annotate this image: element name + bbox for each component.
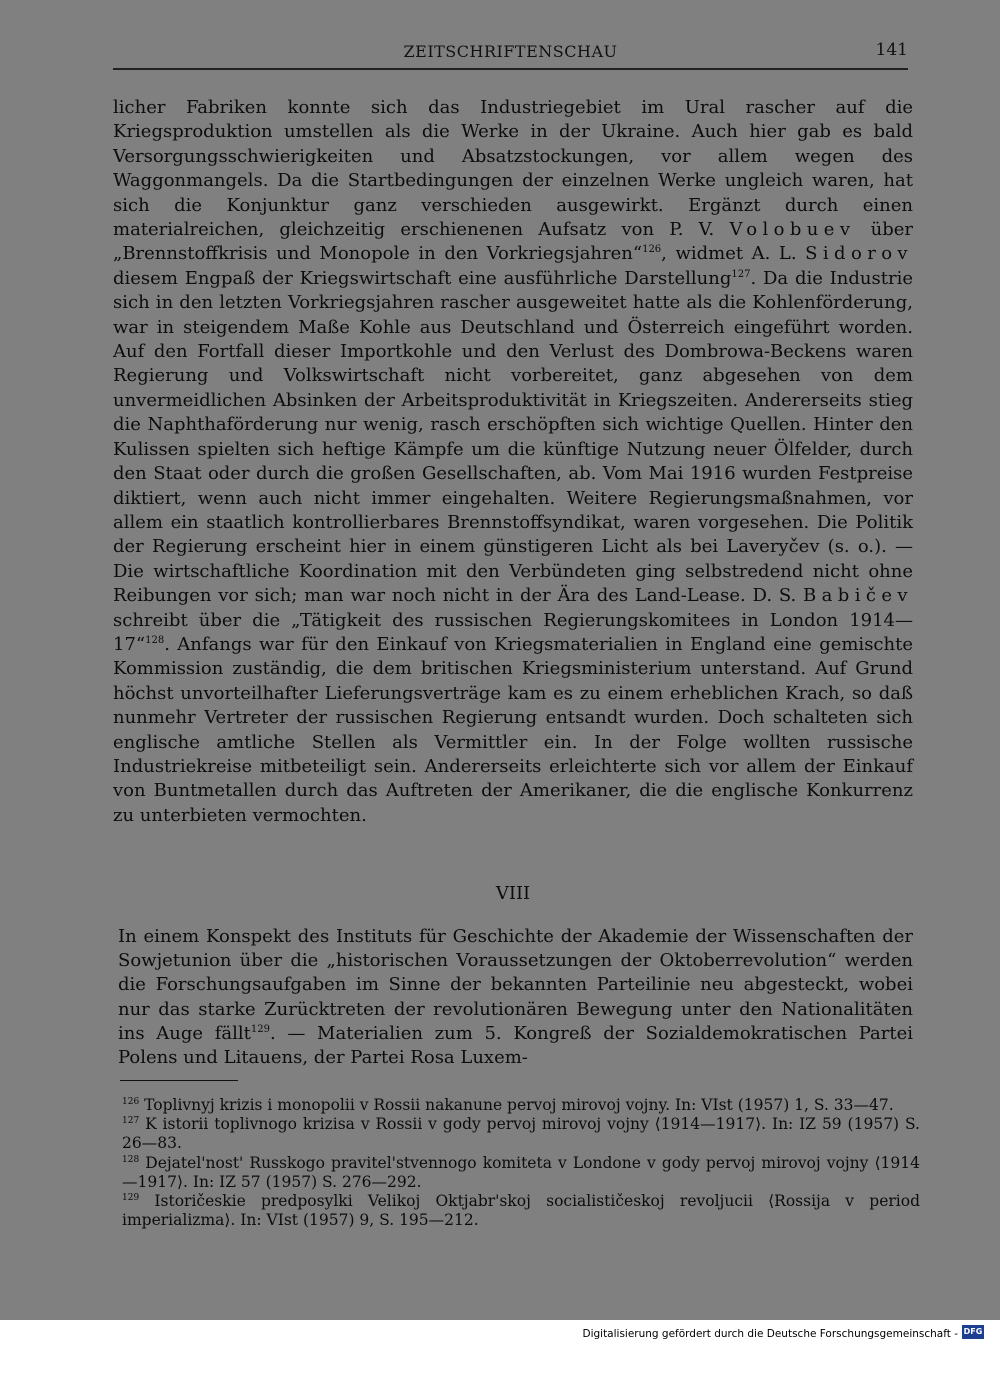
section-heading: VIII bbox=[495, 883, 531, 904]
text-run: . Anfangs war für den Einkauf von Kriegsmaterialien in England eine gemischte Kommission zuständig, die dem britischen Kriegsministerium unterstand. Auf Grund höchst unvorteilhafter Lieferungsverträge kam es zu einem erheblichen Krach, so daß nunmehr Vertreter der russischen Regierung entsandt wurden. Doch schalteten sich englische amtliche Stellen als Vermittler ein. In der Folge wollten russische Industriekreise mitbeteiligt sein. Andererseits erleichterte sich vor allem der Einkauf von Buntmetallen durch das Auftreten der Amerikaner, die die englische Konkurrenz zu unterbieten vermochten. bbox=[113, 633, 913, 826]
text-run: schreibt über die „Tätigkeit des russischen Regierungskomitees in London 1914—17“ bbox=[113, 609, 913, 655]
page-header bbox=[113, 40, 908, 72]
footnote-text: Toplivnyj krizis i monopolii v Rossii nakanune pervoj mirovoj vojny. In: VIst (1957) 1, S. 33—47. bbox=[144, 1096, 894, 1114]
footnote-ref: 126 bbox=[642, 244, 662, 256]
footnote-rule bbox=[120, 1080, 238, 1081]
footnote-number: 127 bbox=[122, 1116, 140, 1127]
page-number: 141 bbox=[875, 40, 908, 60]
paragraph-2 bbox=[118, 925, 913, 1070]
dfg-credit: Digitalisierung gefördert durch die Deutsche Forschungsgemeinschaft - bbox=[582, 1328, 958, 1340]
footnote-number: 128 bbox=[122, 1154, 140, 1165]
text-run: diesem Engpaß der Kriegswirtschaft eine ausführliche Darstellung bbox=[113, 267, 732, 289]
footnote-number: 126 bbox=[122, 1097, 140, 1107]
author-name: Sidorov bbox=[805, 243, 913, 265]
footnote-ref: 128 bbox=[145, 634, 165, 646]
text-run: über „Brennstoffkrisis und Monopole in den Vorkriegsjahren“ bbox=[113, 219, 914, 265]
footnote bbox=[122, 1192, 920, 1230]
dfg-logo-icon: DFG bbox=[962, 1325, 984, 1339]
digitization-footer bbox=[0, 1320, 1000, 1374]
text-run: In einem Konspekt des Instituts für Geschichte der Akademie der Wissenschaften der Sowjetunion über die „historischen Voraussetzungen der Oktoberrevolution“ werden die Forschungsaufgaben im Sinne der bekannten Parteilinie neu abgesteckt, wobei nur das starke Zurücktreten der revolutionären Bewegung unter den Nationalitäten ins Auge fällt bbox=[118, 926, 913, 1044]
footnote bbox=[122, 1096, 920, 1115]
footnote-ref: 127 bbox=[731, 268, 751, 280]
header-rule bbox=[113, 68, 908, 70]
running-head: ZEITSCHRIFTENSCHAU bbox=[403, 42, 618, 61]
paragraph-1 bbox=[113, 96, 913, 828]
text-run: licher Fabriken konnte sich das Industriegebiet im Ural rascher auf die Kriegsproduktion umstellen als die Werke in der Ukraine. Auch hier gab es bald Versorgungsschwierigkeiten und Absatzstockungen, vor allem wegen des Waggonmangels. Da die Startbedingungen der einzelnen Werke ungleich waren, hat sich die Konjunktur ganz verschieden ausgewirkt. Ergänzt durch einen materialreichen, gleichzeitig erschienenen Aufsatz von P. V. bbox=[113, 97, 913, 241]
footnote bbox=[122, 1115, 920, 1153]
footnotes bbox=[122, 1096, 920, 1230]
text-run: . Da die Industrie sich in den letzten Vorkriegsjahren rascher ausgeweitet hatte als die Kohlenförderung, war in steigendem Maße Kohle aus Deutschland und Österreich eingeführt worden. Auf den Fortfall dieser Importkohle und den Verlust des Dombrowa-Beckens waren Regierung und Volkswirtschaft nicht vorbereitet, ganz abgesehen von dem unvermeidlichen Absinken der Arbeitsproduktivität in Kriegszeiten. Andererseits stieg die Naphthaförderung nur wenig, rasch erschöpften sich wichtige Quellen. Hinter den Kulissen spielten sich heftige Kämpfe um die künftige Nutzung neuer Ölfelder, durch den Staat oder durch die großen Gesellschaften, ab. Vom Mai 1916 wurden Festpreise diktiert, wenn auch nicht immer eingehalten. Weitere Regierungsmaßnahmen, vor allem ein staatlich kontrollierbares Brennstoffsyndikat, waren vorgesehen. Die Politik der Regierung erscheint hier in einem günstigeren Licht als bei Laveryčev (s. o.). — Die wirtschaftliche Koordination mit den Verbündeten ging selbstredend nicht ohne Reibungen vor sich; man war noch nicht in der Ära des Land-Lease. D. S. bbox=[113, 267, 913, 607]
main-text-2 bbox=[118, 925, 913, 1070]
author-name: Babičev bbox=[803, 585, 913, 607]
footnote-text: Istoričeskie predposylki Velikoj Oktjabr'skoj socialističeskoj revoljucii ⟨Rossija v period imperializma⟩. In: VIst (1957) 9, S. 195—212. bbox=[122, 1192, 920, 1230]
footnote-number: 129 bbox=[122, 1193, 140, 1204]
main-text bbox=[113, 96, 913, 828]
footnote bbox=[122, 1154, 920, 1192]
footnote-text: K istorii toplivnogo krizisa v Rossii v gody pervoj mirovoj vojny ⟨1914—1917⟩. In: IZ 59 (1957) S. 26—83. bbox=[122, 1115, 920, 1153]
author-name: Volobuev bbox=[729, 219, 856, 241]
footnote-ref: 129 bbox=[250, 1023, 270, 1035]
footnote-text: Dejatel'nost' Russkogo pravitel'stvennogo komiteta v Londone v gody pervoj mirovoj vojny ⟨1914—1917⟩. In: IZ 57 (1957) S. 276—292. bbox=[122, 1153, 920, 1191]
text-run: , widmet A. L. bbox=[661, 243, 806, 265]
text-run: . — Materialien zum 5. Kongreß der Sozialdemokratischen Partei Polens und Litauens, der Partei Rosa Luxem- bbox=[118, 1022, 914, 1069]
